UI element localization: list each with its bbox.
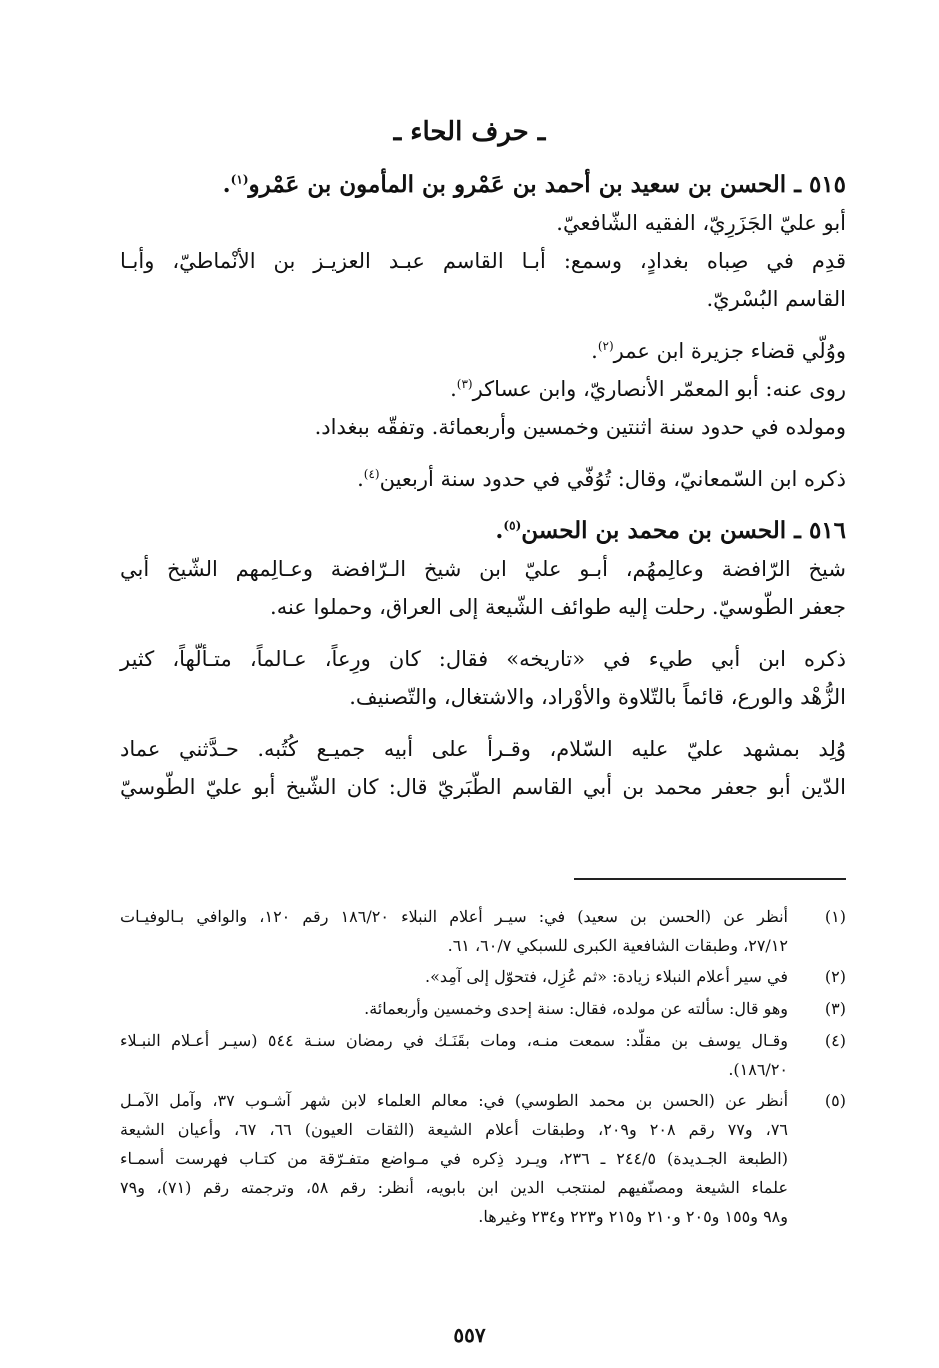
footnote [120, 962, 846, 992]
footnote-line: ١٨٦/٢٠). [728, 1060, 788, 1079]
footnote-ref-2: (٢) [597, 339, 614, 353]
entry-516-line: وُلِد بمشهد عليّ عليه السّلام، وقـرأ على أبيه جميـع كُتُبه. حـدَّثني عماد [120, 737, 846, 761]
footnote-line: في سير أعلام النبلاء زيادة: «ثم عُزِل، فتحوّل إلى آمِد». [425, 967, 788, 986]
footnote-number: (٣) [824, 999, 846, 1018]
footnote-ref-4: (٤) [363, 467, 380, 481]
entry-515-line: أبو عليّ الجَزَرِيّ، الفقيه الشّافعيّ. [556, 211, 846, 235]
entry-516-heading-end: . [495, 517, 504, 544]
entry-515-heading-text: ٥١٥ ـ الحسن بن سعيد بن أحمد بن عَمْرو بن المأمون بن عَمْرو [248, 171, 846, 198]
footnote-number: (١) [824, 907, 846, 926]
paragraph-gap [120, 626, 846, 640]
paragraph-gap [120, 716, 846, 730]
paragraph-gap [120, 498, 846, 512]
footnote-body [120, 962, 788, 991]
entry-515-judgeship-text: ووُلّي قضاء جزيرة ابن عمر [613, 339, 846, 363]
footnote-body [120, 902, 788, 960]
entry-515-judgeship [120, 332, 846, 370]
footnote-ref-3: (٣) [456, 377, 473, 391]
footnote-ref-1: (١) [230, 172, 249, 187]
footnote-number: (٤) [824, 1031, 846, 1050]
paragraph-gap [120, 446, 846, 460]
footnote [120, 994, 846, 1024]
entry-515-narrators-end: . [450, 377, 457, 401]
entry-515-death [120, 460, 846, 498]
footnote-line: ٢٧/١٢، وطبقات الشافعية الكبرى للسبكي ٦٠/٧، ٦١. [447, 936, 788, 955]
entry-515-death-end: . [357, 467, 364, 491]
main-text [120, 166, 846, 806]
footnote-body [120, 994, 788, 1023]
section-title: ـ حرف الحاء ـ [393, 117, 546, 147]
entry-515-heading [120, 166, 846, 204]
footnote [120, 1086, 846, 1231]
entry-515-narrators-text: روى عنه: أبو المعمّر الأنصاريّ، وابن عساكر [472, 377, 846, 401]
footnote-line: (الطبعة الجـديدة) ٢٤٤/٥ ـ ٢٣٦، ويـرد ذِكره في مـواضع متفـرّقة من كتـاب فهرست أسمـاء [120, 1149, 788, 1168]
entry-515-heading-end: . [222, 171, 231, 198]
entry-515-narrators [120, 370, 846, 408]
entry-515-line: القاسم البُسْريّ. [706, 287, 846, 311]
footnote-line: وهو قال: سألته عن مولده، فقال: سنة إحدى وخمسين وأربعمائة. [364, 999, 788, 1018]
footnote-line: علماء الشيعة ومصنّفيهم لمنتجب الدين ابن بابويه، أنظر: رقم ٥٨، وترجمته رقم (٧١)، و٧٩ [120, 1178, 789, 1197]
page-number: ٥٥٧ [453, 1323, 486, 1347]
footnote-line: أنظر عن (الحسن بن سعيد) في: سيـر أعلام النبلاء ١٨٦/٢٠ رقم ١٢٠، والوافي بـالوفيـات [120, 907, 789, 926]
entry-515-line: قدِم في صِباه بغدادٍ، وسمع: أبـا القاسم عبـد العزيـز بن الأنْماطيّ، وأبـا [120, 249, 846, 273]
footnote-line: و٩٨ و١٥٥ و٢٠٥ و٢١٠ و٢١٥ و٢٢٣ و٢٣٤ وغيرها. [478, 1207, 788, 1226]
footnote-line: أنظر عن (الحسن بن محمد الطوسي) في: معالم العلماء لابن شهر آشـوب ٣٧، وآمل الآمـل [120, 1091, 789, 1110]
footnote-separator [574, 878, 846, 880]
entry-516-line: الزُّهْد والورع، قائماً بالتّلاوة والأوْراد، والاشتغال، والتّصنيف. [349, 685, 846, 709]
entry-516-line: شيخ الرّافضة وعالِمهُم، أبـو عليّ ابن شيخ الـرّافضة وعـالِمهم الشّيخ أبي [120, 557, 846, 581]
entry-515-birth: ومولده في حدود سنة اثنتين وخمسين وأربعمائة. وتفقّه ببغداد. [314, 415, 846, 439]
entry-516-heading-text: ٥١٦ ـ الحسن بن محمد بن الحسن [521, 517, 846, 544]
paragraph-gap [120, 318, 846, 332]
footnote-body [120, 1026, 788, 1084]
footnote-line: ٧٦، و٧٧ رقم ٢٠٨ و٢٠٩، وطبقات أعلام الشيعة (الثقات العيون) ٦٦، ٦٧، وأعيان الشيعة [120, 1120, 789, 1139]
footnote-ref-5: (٥) [503, 518, 522, 533]
entry-515-death-text: ذكره ابن السّمعانيّ، وقال: تُوُفّي في حدود سنة أربعين [379, 467, 846, 491]
entry-516-line: جعفر الطّوسيّ. رحلت إليه طوائف الشّيعة إلى العراق، وحملوا عنه. [270, 595, 846, 619]
entry-516-line: الدّين أبو جعفر محمد بن أبي القاسم الطّبَريّ قال: كان الشّيخ أبو عليّ الطّوسيّ [120, 775, 846, 799]
entry-515-judgeship-end: . [591, 339, 598, 363]
entry-516-heading [120, 512, 846, 550]
footnote [120, 1026, 846, 1084]
footnote-line: وقـال يوسف بن مقلّد: سمعت منـه، ومات بقَنَـك في رمضان سنـة ٥٤٤ (سيـر أعـلام النبـلاء [120, 1031, 788, 1050]
footnote-number: (٢) [824, 967, 846, 986]
footnote-number: (٥) [824, 1091, 846, 1110]
entry-516-line: ذكره ابن أبي طيء في «تاريخه» فقال: كان ورِعاً، عـالماً، متـألّهاً، كثير [120, 647, 846, 671]
footnote-body [120, 1086, 788, 1231]
footnotes [120, 902, 846, 1233]
footnote [120, 902, 846, 960]
